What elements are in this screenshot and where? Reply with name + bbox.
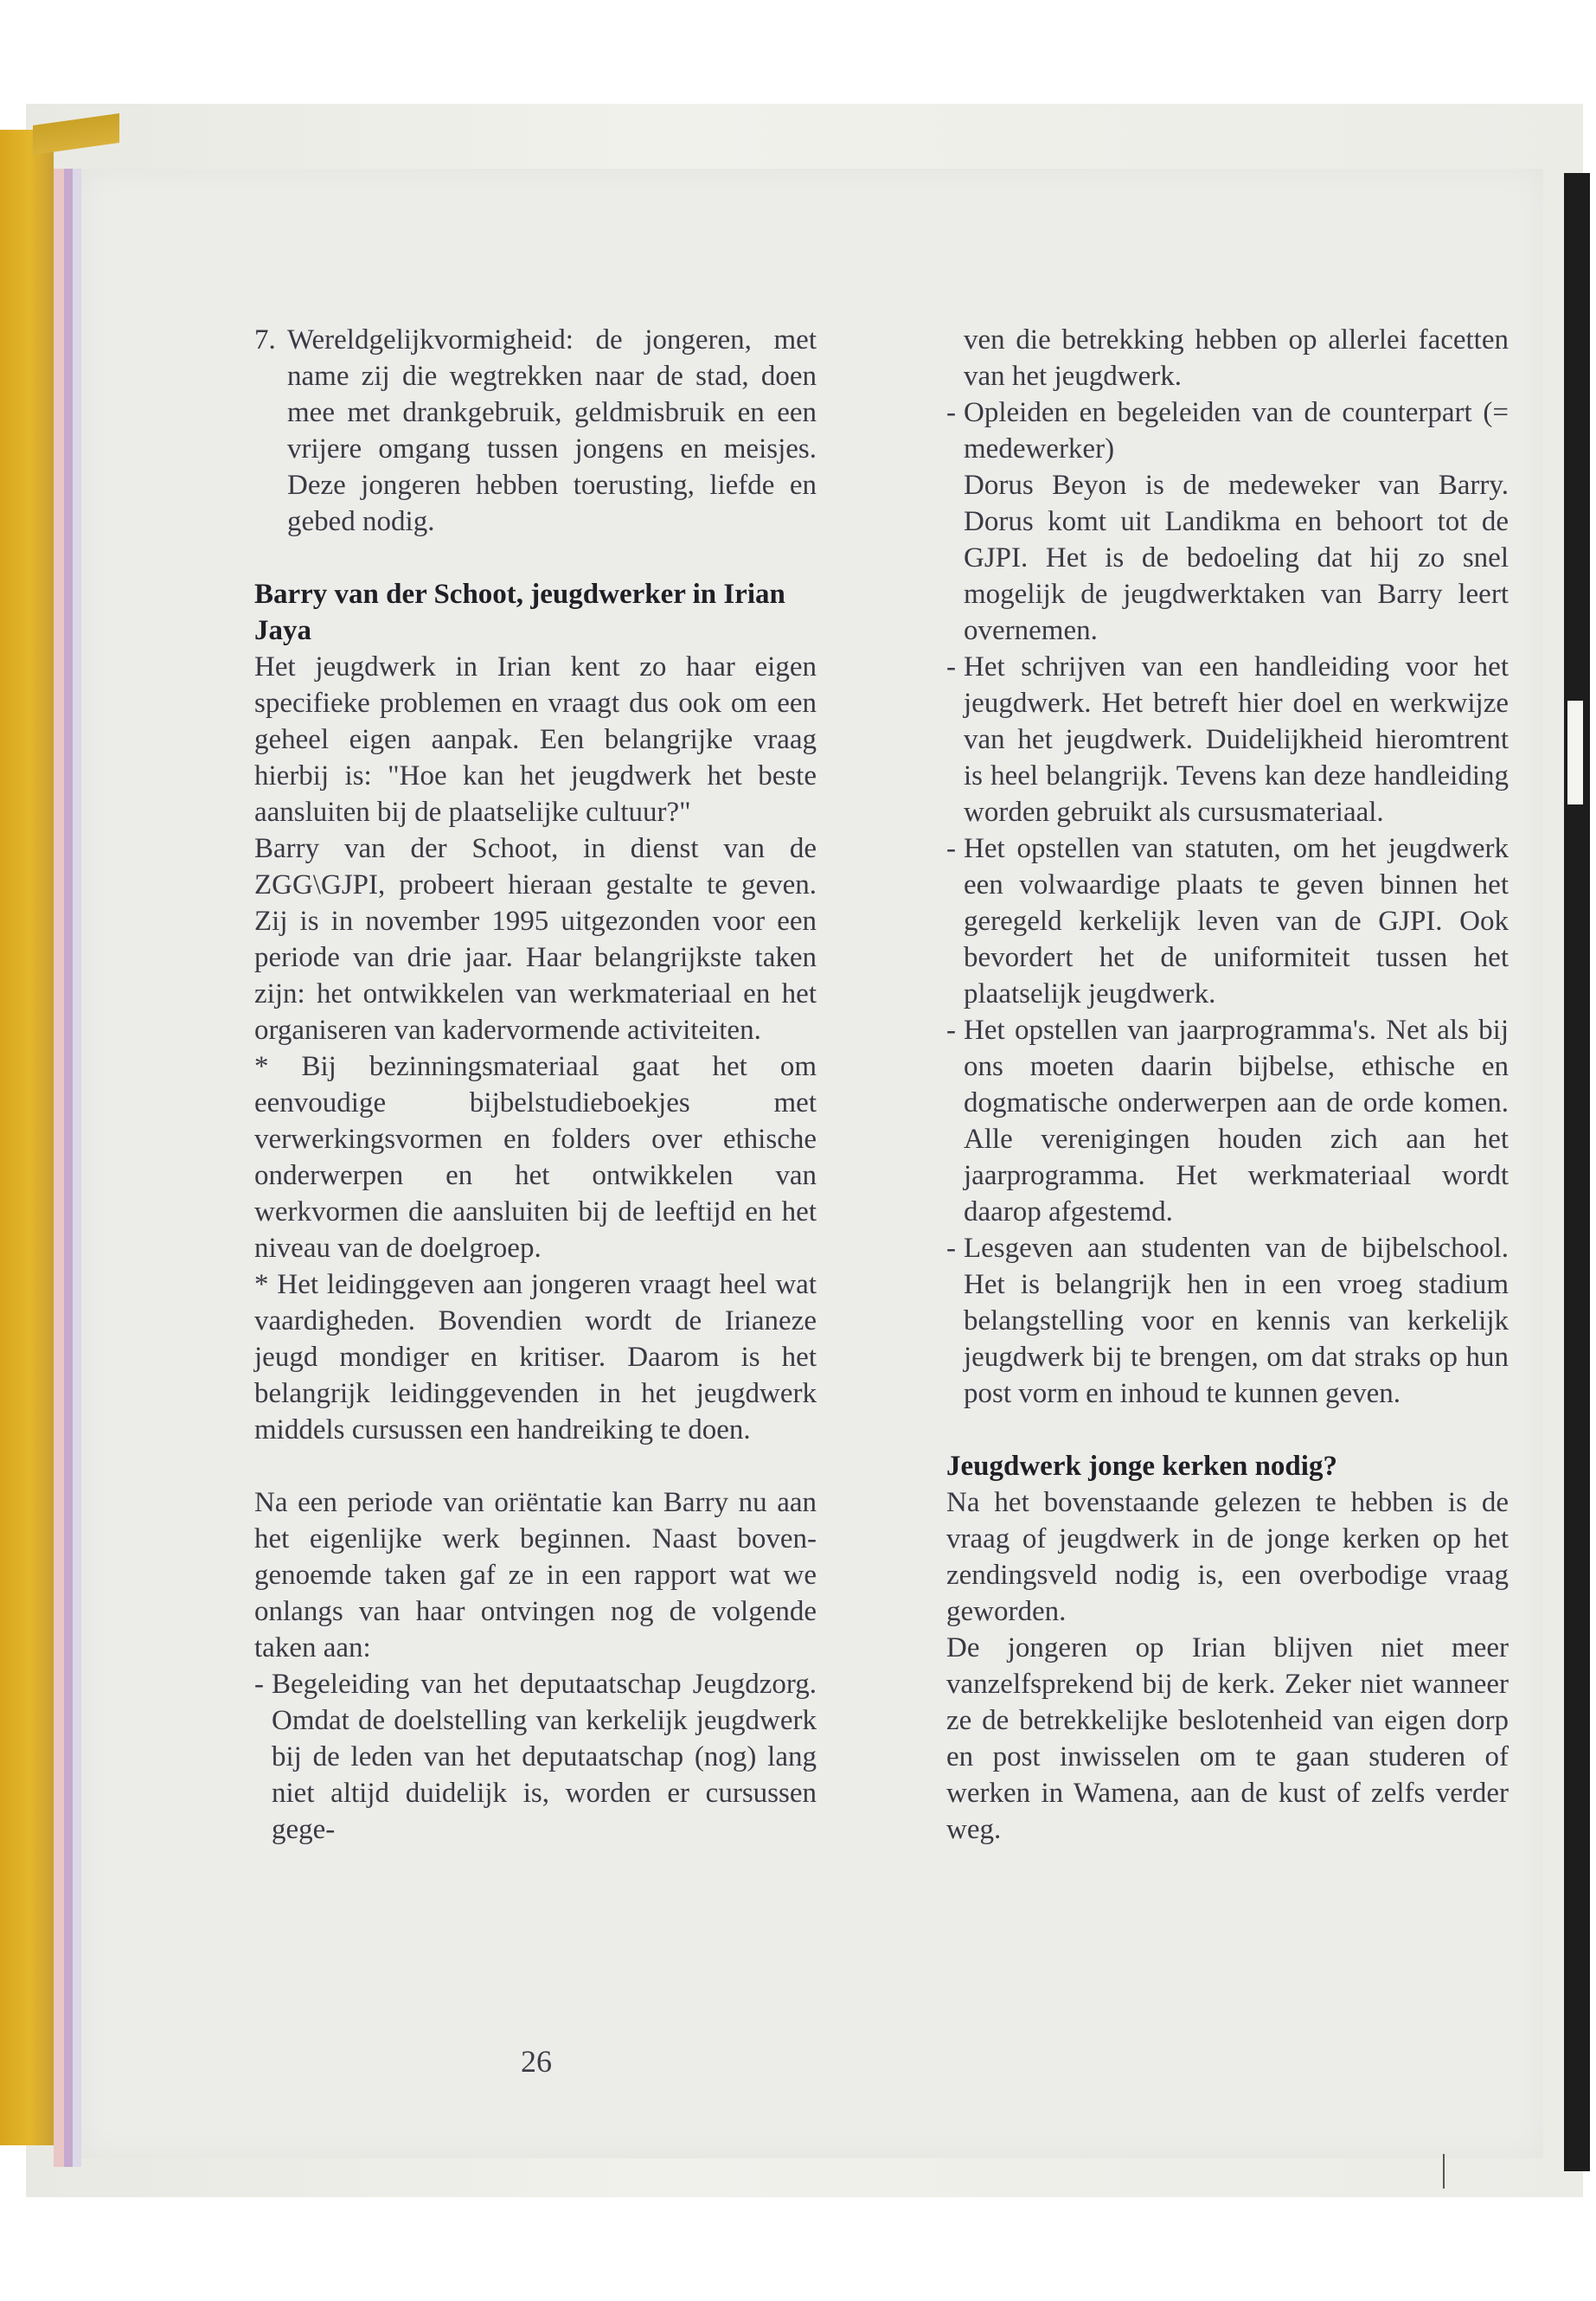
section-heading: Jeugdwerk jonge kerken nodig? bbox=[946, 1451, 1337, 1482]
numbered-item bbox=[254, 322, 817, 540]
bullet-dash: - bbox=[946, 1233, 956, 1264]
bullet-dash: - bbox=[946, 1015, 956, 1046]
bullet-item bbox=[946, 649, 1509, 830]
bullet-dash: - bbox=[254, 1669, 264, 1700]
bullet-dash: - bbox=[946, 833, 956, 864]
page-number: 26 bbox=[521, 2044, 552, 2079]
page-edge-strip bbox=[73, 169, 81, 2167]
left-column bbox=[254, 322, 817, 1848]
scan-border bbox=[1564, 173, 1590, 2171]
bullet-text: Lesgeven aan studenten van de bijbelschool. Het is belangrijk hen in een vroeg stadium belangstelling voor en kennis van kerkelijk jeugdwerk bij te brengen, om dat straks op hun post vorm en inhoud te kunnen geven. bbox=[964, 1233, 1509, 1409]
bullet-dash: - bbox=[946, 651, 956, 683]
bullet-text: Begeleiding van het deputaatschap Jeugdzorg. Omdat de doelstelling van kerkelijk jeugdwerk bij de leden van het deputaatschap (nog) lang niet altijd duidelijk is, worden er cursussen gege- bbox=[272, 1669, 817, 1845]
book-cover-edge bbox=[0, 130, 54, 2145]
scan-mark bbox=[1443, 2154, 1445, 2189]
bullet-text: Het schrijven van een handleiding voor het jeugdwerk. Het betreft hier doel en werkwijze van het jeugdwerk. Duidelijkheid hieromtrent is heel belangrijk. Tevens kan deze handleiding worden gebruikt als cursusmateriaal. bbox=[964, 651, 1509, 828]
bullet-text: Opleiden en begeleiden van de counterpart (= medewerker) bbox=[964, 397, 1509, 465]
paragraph: Na het bovenstaande gelezen te hebben is de vraag of jeugdwerk in de jonge kerken op het zendingsveld nodig is, een overbodige vraag geworden. bbox=[946, 1487, 1509, 1627]
paragraph: De jongeren op Irian blijven niet meer vanzelfsprekend bij de kerk. Zeker niet wanneer ze de betrekkelijke beslotenheid van eigen dorp en post inwisselen om te gaan studeren of werken in Wamena, aan de kust of zelfs verder weg. bbox=[946, 1632, 1509, 1845]
scan-border-notch bbox=[1567, 701, 1583, 804]
right-column bbox=[946, 322, 1509, 1848]
bullet-item bbox=[946, 830, 1509, 1012]
bullet-continuation bbox=[946, 467, 1509, 649]
paragraph: Het jeugdwerk in Irian kent zo haar eigen specifieke problemen en vraagt dus ook om een geheel eigen aanpak. Een belangrijke vraag hierbij is: "Hoe kan het jeugdwerk het beste aansluiten bij de plaatselijke cultuur?" bbox=[254, 651, 817, 828]
section-heading: Barry van der Schoot, jeugdwerker in Irian Jaya bbox=[254, 579, 785, 646]
page-edge-strip bbox=[54, 169, 64, 2167]
bullet-item bbox=[254, 1666, 817, 1848]
item-number: 7. bbox=[254, 324, 276, 356]
bullet-text: Het opstellen van jaarprogramma's. Net als bij ons moeten daarin bijbelse, ethische en dogmatische onderwerpen aan de orde komen. Alle verenigingen houden zich aan het jaarprogramma. Het werkmateriaal wordt daarop afgestemd. bbox=[964, 1015, 1509, 1227]
bullet-text: Dorus Beyon is de medeweker van Barry. Dorus komt uit Landikma en behoort tot de GJPI. Het is de bedoeling dat hij zo snel mogelijk de jeugdwerktaken van Barry leert overnemen. bbox=[964, 470, 1509, 646]
paragraph: * Bij bezinningsmateriaal gaat het om eenvoudige bijbelstudieboekjes met verwerkingsvormen en folders over ethische onderwerpen en het ontwikkelen van werkvormen die aansluiten bij de leeftijd en het niveau van de doelgroep. bbox=[254, 1051, 817, 1264]
item-text: Wereldgelijkvormigheid: de jongeren, met name zij die wegtrekken naar de stad, doen mee met drankgebruik, geldmisbruik en een vrijere omgang tussen jongens en meisjes. Deze jongeren hebben toerusting, liefde en gebed nodig. bbox=[287, 324, 817, 537]
page-edge-strip bbox=[64, 169, 73, 2167]
bullet-text: ven die betrekking hebben op allerlei facetten van het jeugdwerk. bbox=[964, 324, 1509, 392]
paragraph: Na een periode van oriëntatie kan Barry nu aan het eigenlijke werk beginnen. Naast boven-genoemde taken gaf ze in een rapport wat we onlangs van haar ontvingen nog de volgende taken aan: bbox=[254, 1487, 817, 1663]
bullet-dash: - bbox=[946, 397, 956, 428]
bullet-item bbox=[946, 1230, 1509, 1412]
bullet-item bbox=[946, 1012, 1509, 1230]
bullet-continuation bbox=[946, 322, 1509, 394]
paragraph: * Het leidinggeven aan jongeren vraagt heel wat vaardigheden. Bovendien wordt de Irianeze jeugd mondiger en kritiser. Daarom is het belangrijk leidinggevenden in het jeugdwerk middels cursussen een handreiking te doen. bbox=[254, 1269, 817, 1445]
paragraph: Barry van der Schoot, in dienst van de ZGG\GJPI, probeert hieraan gestalte te geven. Zij is in november 1995 uitgezonden voor een periode van drie jaar. Haar belangrijkste taken zijn: het ontwikkelen van werkmateriaal en het organiseren van kadervormende activiteiten. bbox=[254, 833, 817, 1046]
bullet-text: Het opstellen van statuten, om het jeugdwerk een volwaardige plaats te geven binnen het geregeld kerkelijk leven van de GJPI. Ook bevordert het de uniformiteit tussen het plaatselijk jeugdwerk. bbox=[964, 833, 1509, 1009]
bullet-item bbox=[946, 394, 1509, 467]
